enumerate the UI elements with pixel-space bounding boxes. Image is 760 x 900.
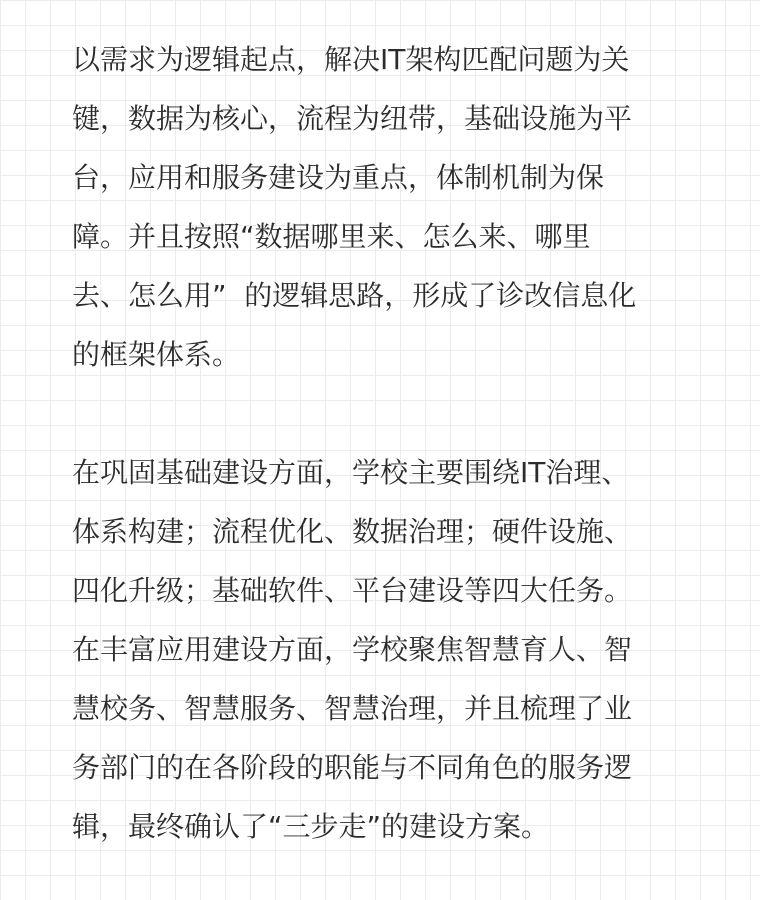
- paragraph-line: 辑，最终确认了“三步走”的建设方案。: [72, 810, 550, 843]
- paragraph: [72, 30, 712, 384]
- paragraph-line: 在巩固基础建设方面，学校主要围绕IT治理、: [72, 456, 630, 489]
- paragraph-line: 四化升级；基础软件、平台建设等四大任务。: [72, 574, 633, 607]
- paragraph-line: 务部门的在各阶段的职能与不同角色的服务逻: [72, 751, 633, 784]
- paragraph-line: 在丰富应用建设方面，学校聚焦智慧育人、智: [72, 633, 633, 666]
- paragraph-spacer: [72, 384, 712, 443]
- paragraph: [72, 443, 712, 856]
- paragraph-line: 以需求为逻辑起点，解决IT架构匹配问题为关: [72, 43, 630, 76]
- paragraph-line: 体系构建；流程优化、数据治理；硬件设施、: [72, 515, 633, 548]
- paragraph-line: 去、怎么用” 的逻辑思路，形成了诊改信息化: [72, 279, 637, 312]
- paragraph-line: 的框架体系。: [72, 338, 241, 371]
- paragraph-line: 慧校务、智慧服务、智慧治理，并且梳理了业: [72, 692, 633, 725]
- article-body: [72, 30, 712, 856]
- paragraph-line: 台，应用和服务建设为重点，体制机制为保: [72, 161, 605, 194]
- paragraph-line: 键，数据为核心，流程为纽带，基础设施为平: [72, 102, 633, 135]
- paragraph-line: 障。并且按照“数据哪里来、怎么来、哪里: [72, 220, 591, 253]
